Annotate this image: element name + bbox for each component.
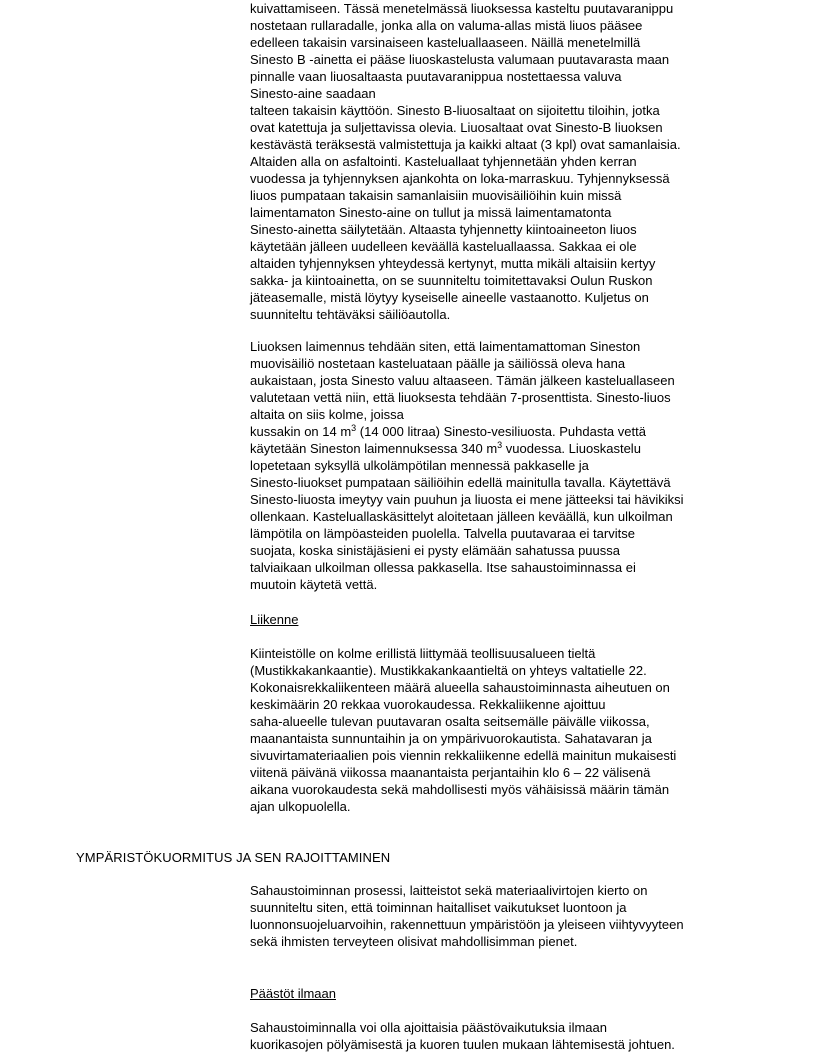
text-line: Sahaustoiminnalla voi olla ajoittaisia päästövaikutuksia ilmaan [250,1020,607,1035]
subheading-traffic: Liikenne [250,612,299,627]
subheading-emissions: Päästöt ilmaan [250,986,336,1001]
text-line: suunniteltu tehtäväksi säiliöautolla. [250,307,451,322]
text-line: liuos pumpataan takaisin samanlaisiin muovisäiliöihin kuin missä [250,188,622,203]
text-line: (Mustikkakankaantie). Mustikkakankaantieltä on yhteys valtatielle 22. [250,663,647,678]
text-line: Kokonaisrekkaliikenteen määrä alueella sahaustoiminnasta aiheutuen on [250,680,670,695]
dilution-water-line: käytetään Sineston laimennuksessa 340 $m^3$ vuodessa. Liuoskastelu [250,440,641,456]
text-line: lopetetaan syksyllä ulkolämpötilan mennessä pakkaselle ja [250,458,589,473]
dilution-volume-line: kussakin on 14 $m^3$ (14 000 litraa) Sinesto-vesiliuosta. Puhdasta vettä [250,423,646,439]
text-line: ovat katettuja ja suljettavissa olevia. Liuosaltaat ovat Sinesto-B liuoksen [250,120,663,135]
section-heading-environment: YMPÄRISTÖKUORMITUS JA SEN RAJOITTAMINEN [76,850,391,865]
text-line: kestävästä teräksestä valmistettuja ja kaikki altaat (3 kpl) ovat samanlaisia. [250,137,681,152]
text-line: suunniteltu siten, että toiminnan haitalliset vaikutukset luontoon ja [250,900,627,915]
text-line: talviaikaan ulkoilman ollessa pakkasella. Itse sahaustoiminnassa ei [250,560,636,575]
text-line: laimentamaton Sinesto-aine on tullut ja missä laimentamatonta [250,205,612,220]
text-line: suojata, koska sinistäjäsieni ei pysty elämään sahatussa puussa [250,543,620,558]
text-line: muovisäiliö nostetaan kasteluataan päälle ja säiliössä oleva hana [250,356,626,371]
text-line: Sinesto-aine saadaan [250,86,376,101]
paragraph-environment [250,882,750,950]
text-line: Altaiden alla on asfaltointi. Kasteluallaat tyhjennetään yhden kerran [250,154,637,169]
text-line: ajan ulkopuolella. [250,799,351,814]
text-line: pinnalle vaan liuosaltaasta puutavaranippua nostettaessa valuva [250,69,622,84]
text-line: talteen takaisin käyttöön. Sinesto B-liuosaltaat on sijoitettu tiloihin, jotka [250,103,660,118]
text-line: Sinesto-ainetta säilytetään. Altaasta tyhjennetty kiintoaineeton liuos [250,222,637,237]
text-line: kuivattamiseen. Tässä menetelmässä liuoksessa kasteltu puutavaranippu [250,1,674,16]
text-line: Liuoksen laimennus tehdään siten, että laimentamattoman Sineston [250,339,641,354]
text-line: altaiden tyhjennyksen yhteydessä kertynyt, mutta mikäli altaisiin kertyy [250,256,656,271]
dilution-intro [250,338,750,423]
superscript: 3 [497,440,503,450]
text-line: Sinesto B -ainetta ei pääse liuoskastelusta valumaan puutavarasta maan [250,52,670,67]
text-line: aikana vuorokaudesta sekä mahdollisesti myös vähäisissä määrin tämän [250,782,670,797]
text-line: kuorikasojen pölyämisestä ja kuoren tuulen mukaan lähtemisestä johtuen. [250,1037,675,1052]
text-line: ollenkaan. Kasteluallaskäsittelyt aloitetaan jälleen keväällä, kun ulkoilman [250,509,673,524]
text-line: keskimäärin 20 rekkaa vuorokaudessa. Rekkaliikenne ajoittuu [250,697,606,712]
text-line: aukaistaan, josta Sinesto valuu altaaseen. Tämän jälkeen kasteluallaseen [250,373,675,388]
paragraph-traffic [250,645,750,815]
paragraph-impregnation [250,0,750,323]
dilution-rest [250,457,750,593]
superscript: 3 [351,423,357,433]
text-line: muutoin käytetä vettä. [250,577,378,592]
text-line: jäteasemalle, mistä löytyy kyseiselle aineelle vastaanotto. Kuljetus on [250,290,649,305]
paragraph-emissions [250,1019,750,1053]
text-line: vuodessa ja tyhjennyksen ajankohta on loka-marraskuu. Tyhjennyksessä [250,171,670,186]
paragraph-dilution [250,338,750,593]
text-line: nostetaan rullaradalle, jonka alla on valuma-allas mistä liuos pääsee [250,18,643,33]
text-line: altaita on siis kolme, joissa [250,407,404,422]
text-line: Kiinteistölle on kolme erillistä liittymää teollisuusalueen tieltä [250,646,596,661]
text-line: sivuvirtamateriaalien pois viennin rekkaliikenne edellä mainitun mukaisesti [250,748,677,763]
text-line: valutetaan vettä niin, että liuoksesta tehdään 7-prosenttista. Sinesto-liuos [250,390,671,405]
text-line: edelleen takaisin varsinaiseen kasteluallaaseen. Näillä menetelmillä [250,35,641,50]
text-line: sekä ihmisten terveyteen olisivat mahdollisimman pienet. [250,934,578,949]
text-line: luonnonsuojeluarvoihin, rakennettuun ympäristöön ja yleiseen viihtyvyyteen [250,917,684,932]
text-line: Sahaustoiminnan prosessi, laitteistot sekä materiaalivirtojen kierto on [250,883,648,898]
text-line: Sinesto-liuosta imeytyy vain puuhun ja liuosta ei mene jätteeksi tai hävikiksi [250,492,684,507]
text-line: lämpötila on lämpöasteiden puolella. Talvella puutavaraa ei tarvitse [250,526,635,541]
text-line: maanantaista sunnuntaihin ja on ympärivuorokautista. Sahatavaran ja [250,731,652,746]
text-line: saha-alueelle tulevan puutavaran osalta seitsemälle päivälle viikossa, [250,714,650,729]
text-line: käytetään jälleen uudelleen keväällä kasteluallaassa. Sakkaa ei ole [250,239,637,254]
text-line: viitenä päivänä viikossa maanantaista perjantaihin klo 6 – 22 välisenä [250,765,651,780]
text-line: Sinesto-liuokset pumpataan säiliöihin edellä mainitulla tavalla. Käytettävä [250,475,671,490]
text-line: sakka- ja kiintoainetta, on se suunniteltu toimitettavaksi Oulun Ruskon [250,273,653,288]
